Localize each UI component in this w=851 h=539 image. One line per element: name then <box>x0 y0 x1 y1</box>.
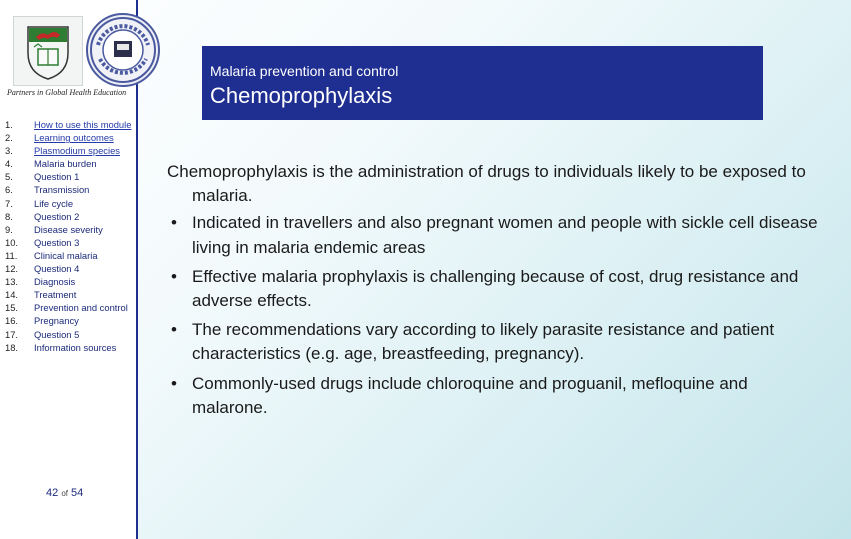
nav-label[interactable]: Question 1 <box>34 171 80 183</box>
nav-item-4[interactable] <box>5 157 137 170</box>
page-current: 42 <box>46 487 59 499</box>
nav-item-2[interactable] <box>5 131 137 144</box>
nav-num: 5. <box>5 171 13 183</box>
nav-num: 17. <box>5 328 19 340</box>
nav-item-17[interactable] <box>5 328 137 341</box>
nav-num: 9. <box>5 223 13 235</box>
page-total: 54 <box>71 487 84 499</box>
bullet-item <box>167 265 827 313</box>
logo-area <box>13 13 156 88</box>
nav-num: 3. <box>5 145 13 157</box>
nav-num: 13. <box>5 276 19 288</box>
nav-label[interactable]: Life cycle <box>34 197 74 209</box>
nav-item-15[interactable] <box>5 301 137 314</box>
nav-label[interactable]: Prevention and control <box>34 302 128 314</box>
title-banner <box>202 46 763 120</box>
nav-num: 7. <box>5 197 13 209</box>
nav-label[interactable]: Question 4 <box>34 263 80 275</box>
nav-num: 15. <box>5 302 19 314</box>
nav-item-11[interactable] <box>5 249 137 262</box>
module-subtitle: Malaria prevention and control <box>210 63 399 79</box>
nav-label[interactable]: Malaria burden <box>34 158 97 170</box>
nav-num: 12. <box>5 263 19 275</box>
bullet-marker: • <box>171 373 177 393</box>
page-counter <box>46 487 83 499</box>
nav-num: 10. <box>5 236 19 248</box>
nav-item-1[interactable] <box>5 118 137 131</box>
nav-num: 18. <box>5 341 19 353</box>
bullet-item <box>167 372 827 420</box>
nav-label[interactable]: How to use this module <box>34 119 132 130</box>
bullet-text: Indicated in travellers and also pregnant women and people with sickle cell disease living in malaria endemic areas <box>192 213 818 257</box>
nav-num: 2. <box>5 132 13 144</box>
nav-label[interactable]: Learning outcomes <box>34 132 114 144</box>
nav-item-6[interactable] <box>5 183 137 196</box>
bullet-list <box>167 211 827 420</box>
nav-label[interactable]: Diagnosis <box>34 276 76 288</box>
nav-item-5[interactable] <box>5 170 137 183</box>
nav-item-14[interactable] <box>5 288 137 301</box>
nav-label[interactable]: Question 2 <box>34 210 80 222</box>
bullet-text: The recommendations vary according to likely parasite resistance and patient characteristics (e.g. age, breastfeeding, pregnancy). <box>192 320 775 364</box>
nav-label[interactable]: Information sources <box>34 341 117 353</box>
page-title: Chemoprophylaxis <box>210 83 393 108</box>
nav-num: 11. <box>5 249 18 261</box>
university-crest-logo <box>13 16 83 86</box>
bullet-marker: • <box>171 213 177 233</box>
nav-item-16[interactable] <box>5 314 137 327</box>
partners-tagline: Partners in Global Health Education <box>7 88 127 97</box>
nav-item-8[interactable] <box>5 210 137 223</box>
nav-num: 8. <box>5 210 13 222</box>
nav-label[interactable]: Treatment <box>34 289 77 301</box>
bullet-text: Effective malaria prophylaxis is challenging because of cost, drug resistance and adverse effects. <box>192 266 799 311</box>
bullet-item <box>167 318 827 366</box>
nav-list <box>5 118 137 354</box>
bullet-marker: • <box>171 266 177 286</box>
nav-item-18[interactable] <box>5 341 137 354</box>
bullet-item <box>167 211 827 259</box>
nav-num: 14. <box>5 289 19 301</box>
bullet-marker: • <box>171 320 177 340</box>
nav-label[interactable]: Plasmodium species <box>34 145 120 157</box>
nav-label[interactable]: Disease severity <box>34 223 103 235</box>
nav-label[interactable]: Question 5 <box>34 328 80 340</box>
college-seal-logo <box>86 13 160 87</box>
nav-item-9[interactable] <box>5 223 137 236</box>
nav-item-3[interactable] <box>5 144 137 157</box>
slide-content <box>167 160 827 425</box>
nav-num: 1. <box>5 119 13 130</box>
bullet-text: Commonly-used drugs include chloroquine and proguanil, mefloquine and malarone. <box>192 373 748 417</box>
nav-label[interactable]: Transmission <box>34 184 90 196</box>
nav-label[interactable]: Pregnancy <box>34 315 79 327</box>
nav-item-12[interactable] <box>5 262 137 275</box>
page-of: of <box>61 489 68 498</box>
intro-paragraph: Chemoprophylaxis is the administration of drugs to individuals likely to be exposed to malaria. <box>167 162 806 206</box>
nav-num: 4. <box>5 158 13 170</box>
nav-item-13[interactable] <box>5 275 137 288</box>
nav-item-10[interactable] <box>5 236 137 249</box>
nav-num: 16. <box>5 315 19 327</box>
nav-num: 6. <box>5 184 13 196</box>
nav-item-7[interactable] <box>5 197 137 210</box>
nav-label[interactable]: Clinical malaria <box>34 249 98 261</box>
nav-label[interactable]: Question 3 <box>34 236 80 248</box>
